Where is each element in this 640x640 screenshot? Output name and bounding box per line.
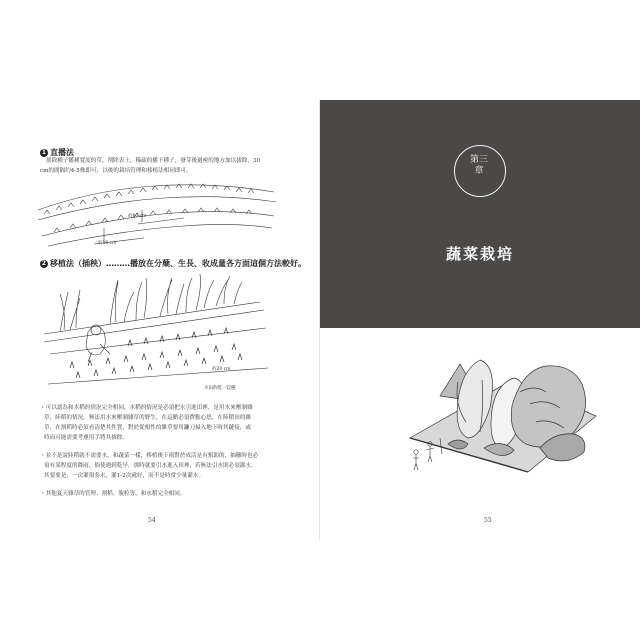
section-title: 移植法（插秧）: [50, 259, 106, 268]
bullet-line: ・其他夏天雜草的管理、割稻、脫粒等，和水稻完全相同。: [40, 491, 186, 497]
right-page: [320, 100, 640, 540]
chapter-title-panel: [320, 100, 640, 328]
section-number-badge: 2: [41, 259, 47, 267]
bullet-line: 須有某程度的降雨，倘使遇到乾旱，那時就要引水進入田裡，若無法引水則必須灌水，: [44, 463, 257, 469]
left-page: [0, 100, 320, 540]
section-number-badge: 1: [41, 148, 47, 156]
section-title: 直播法: [50, 148, 74, 157]
plant-spacing-label: 約16 cm: [98, 241, 117, 246]
transplanting-illustration: [40, 272, 272, 394]
vegetables-illustration: [400, 352, 600, 480]
bullet-line: ・可以認為和水稻的情況完全相同，水稻的情況是必須把水引進田裡，是用水來壓制雜: [40, 405, 253, 411]
section1-paragraph-line: 割除種子播種寬度的草，削除表土，稀疏的播下種子，發芽後過密的地方加以拔除，30: [46, 158, 261, 164]
bullet-line: 其要要是，一次灌很多水，灌1-2次就好，而不是時常少量灌水。: [44, 473, 205, 479]
section1-paragraph-line: cm的間隔約4-5株即可，以後的栽培管理和移植法相同即可。: [40, 168, 192, 174]
section-subtitle: ………播放在分蘖、生長、收成量各方面這個方法較好。: [106, 259, 306, 268]
chapter-title: 蔬菜栽培: [445, 245, 514, 263]
page-number: 54: [148, 517, 156, 524]
bullet-line: ・並不是說陸稻就不需要水，和蔬菜一樣，移植後下雨對於成活是有幫助的，抽穗時也必: [40, 453, 259, 459]
page-number: 55: [484, 517, 492, 524]
bullet-line: 草，在割稻時必須看清楚其性質，對於從根性的雜草要用鐮刀掃入地下時其鏈接，或: [44, 425, 251, 431]
book-spread: [0, 100, 640, 540]
spacing-label: 約20 cm: [212, 367, 231, 372]
chapter-label: 第三章: [470, 155, 489, 176]
field-caption: 水田的畦一起種: [204, 386, 236, 391]
bullet-line: 時而可能需要考慮用手將其拔除。: [44, 435, 128, 441]
section-heading-transplanting: [40, 258, 306, 269]
bullet-line: 草，陸稻的情況，無法用水來壓制雜草的野生，在這點必須費點心思，在陸稻田的雜: [44, 415, 251, 421]
direct-sowing-illustration: [34, 180, 280, 250]
row-spacing-label: 約60 cm: [128, 214, 147, 219]
